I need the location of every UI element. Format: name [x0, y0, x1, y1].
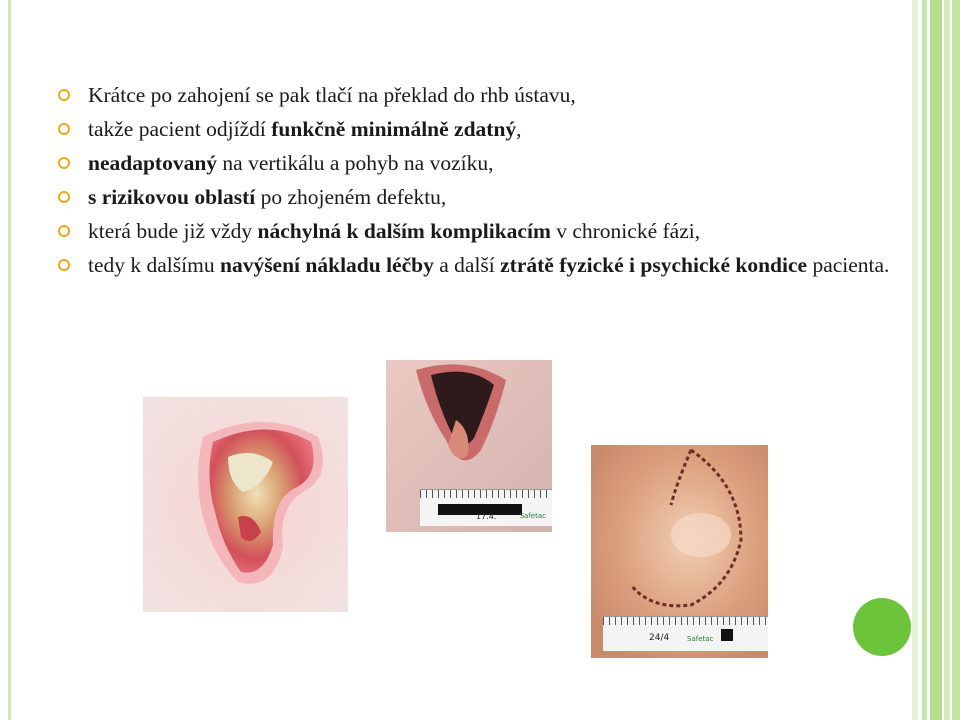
bullet-ring-icon [58, 89, 70, 101]
bullet-item [58, 182, 898, 212]
wound-photo-3 [591, 445, 768, 658]
left-accent-line [8, 0, 11, 720]
bullet-ring-icon [58, 157, 70, 169]
bullet-text: v chronické fázi, [550, 219, 701, 243]
redaction-bar [721, 629, 733, 641]
bullet-text: která bude již vždy [88, 219, 258, 243]
ruler-brand: Safetac [687, 635, 714, 643]
bullet-item [58, 114, 898, 144]
decorative-stripes [912, 0, 960, 720]
bullet-ring-icon [58, 123, 70, 135]
bullet-list [58, 80, 898, 284]
bullet-text-bold: náchylná k dalším komplikacím [257, 219, 551, 243]
bullet-ring-icon [58, 225, 70, 237]
bullet-item [58, 80, 898, 110]
wound-photo-2 [386, 360, 552, 532]
ruler-date: 17.4. [476, 512, 497, 521]
bullet-text: tedy k dalšímu [88, 253, 220, 277]
bullet-text: Krátce po zahojení se pak tlačí na překlad do rhb ústavu, [88, 83, 576, 107]
measurement-ruler [420, 489, 552, 526]
ruler-brand: Safetac [519, 512, 546, 520]
bullet-item [58, 250, 898, 280]
bullet-text-bold: funkčně minimálně zdatný [271, 117, 517, 141]
wound-photo-1 [143, 397, 348, 612]
bullet-text: po zhojeném defektu, [255, 185, 447, 209]
measurement-ruler [603, 616, 768, 651]
bullet-text: , [516, 117, 522, 141]
bullet-text-bold: s rizikovou oblastí [88, 185, 256, 209]
bullet-item [58, 148, 898, 178]
green-circle-decoration [853, 598, 911, 656]
bullet-text: takže pacient odjíždí [88, 117, 272, 141]
bullet-text: pacienta. [807, 253, 890, 277]
bullet-text: na vertikálu a pohyb na vozíku, [217, 151, 494, 175]
bullet-ring-icon [58, 191, 70, 203]
ruler-date: 24/4 [649, 633, 670, 643]
bullet-text-bold: navýšení nákladu léčby [219, 253, 434, 277]
bullet-text: a další [433, 253, 501, 277]
bullet-item [58, 216, 898, 246]
bullet-text-bold: neadaptovaný [88, 151, 218, 175]
bullet-ring-icon [58, 259, 70, 271]
bullet-text-bold: ztrátě fyzické i psychické kondice [500, 253, 808, 277]
